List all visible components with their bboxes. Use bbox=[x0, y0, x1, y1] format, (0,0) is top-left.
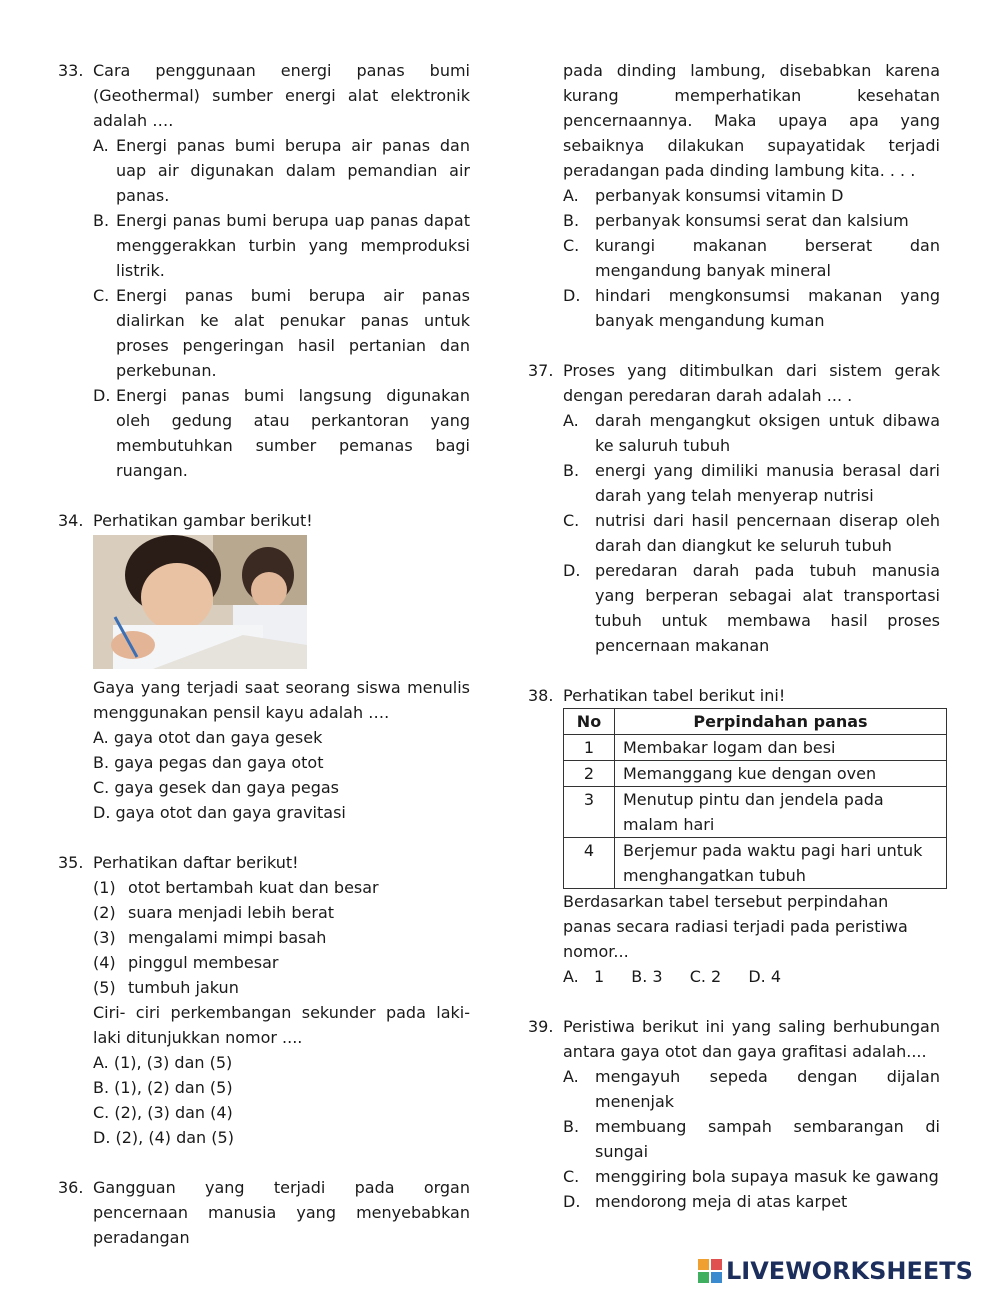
column-header-no: No bbox=[564, 709, 615, 735]
option-b[interactable] bbox=[563, 458, 940, 508]
option-label: A. bbox=[93, 1053, 109, 1072]
option-text: (2), (4) dan (5) bbox=[115, 1128, 234, 1147]
option-b[interactable] bbox=[93, 208, 470, 283]
option-label: A. bbox=[93, 728, 109, 747]
option-d[interactable]: D. 4 bbox=[748, 967, 781, 986]
liveworksheets-logo-icon bbox=[698, 1259, 722, 1283]
option-label: A. bbox=[563, 411, 579, 430]
question-number: 35. bbox=[58, 853, 84, 872]
liveworksheets-logo-text: LIVEWORKSHEETS bbox=[726, 1257, 973, 1285]
item-text: otot bertambah kuat dan besar bbox=[128, 878, 379, 897]
option-text: darah mengangkut oksigen untuk dibawa ke saluruh tubuh bbox=[595, 411, 940, 455]
option-label: A. bbox=[563, 186, 579, 205]
option-label: C. bbox=[93, 286, 110, 305]
option-b[interactable] bbox=[93, 750, 470, 775]
option-a[interactable] bbox=[563, 1064, 940, 1114]
option-label: D. bbox=[93, 803, 111, 822]
option-text: gaya otot dan gaya gravitasi bbox=[115, 803, 346, 822]
question-text-continued: pada dinding lambung, disebabkan karena kurang memperhatikan kesehatan pencernaannya. Maka upaya apa yang sebaiknya dilakukan supayatidak terjadi peradangan pada dinding lambung kita. . . . bbox=[563, 61, 940, 180]
option-d[interactable] bbox=[563, 1189, 940, 1214]
option-c[interactable] bbox=[93, 775, 470, 800]
option-a[interactable] bbox=[93, 133, 470, 208]
option-c[interactable] bbox=[93, 283, 470, 383]
option-text: Energi panas bumi berupa air panas dan uap air digunakan dalam pemandian air panas. bbox=[116, 136, 470, 205]
option-label: C. bbox=[563, 1167, 580, 1186]
option-label: C. bbox=[93, 1103, 110, 1122]
item-label: (3) bbox=[93, 928, 116, 947]
option-text: membuang sampah sembarangan di sungai bbox=[595, 1117, 940, 1161]
option-text: (2), (3) dan (4) bbox=[114, 1103, 233, 1122]
cell-no: 3 bbox=[564, 787, 615, 838]
item-text: tumbuh jakun bbox=[128, 978, 239, 997]
question-number: 34. bbox=[58, 511, 84, 530]
item-text: mengalami mimpi basah bbox=[128, 928, 327, 947]
option-d[interactable] bbox=[93, 383, 470, 483]
option-b[interactable] bbox=[563, 1114, 940, 1164]
column-header-transfer: Perpindahan panas bbox=[615, 709, 947, 735]
option-b[interactable] bbox=[563, 208, 940, 233]
option-text: mengayuh sepeda dengan dijalan menenjak bbox=[595, 1067, 940, 1111]
question-39 bbox=[528, 1014, 940, 1214]
question-36-start bbox=[58, 1175, 470, 1250]
option-label: C. bbox=[563, 236, 580, 255]
question-number: 36. bbox=[58, 1178, 84, 1197]
option-b[interactable] bbox=[93, 1075, 470, 1100]
option-text: mendorong meja di atas karpet bbox=[595, 1192, 848, 1211]
question-intro: Perhatikan gambar berikut! bbox=[93, 511, 313, 530]
item-label: (5) bbox=[93, 978, 116, 997]
option-text: kurangi makanan berserat dan mengandung banyak mineral bbox=[595, 236, 940, 280]
question-number: 38. bbox=[528, 686, 554, 705]
option-text: (1), (2) dan (5) bbox=[114, 1078, 233, 1097]
item-label: (2) bbox=[93, 903, 116, 922]
option-d[interactable] bbox=[93, 800, 470, 825]
list-item bbox=[93, 900, 470, 925]
student-writing-photo bbox=[93, 535, 307, 669]
option-label: D. bbox=[563, 286, 581, 305]
option-text: peredaran darah pada tubuh manusia yang berperan sebagai alat transportasi tubuh untuk membawa hasil proses pencernaan makanan bbox=[595, 561, 940, 655]
option-text: gaya pegas dan gaya otot bbox=[114, 753, 324, 772]
cell-no: 4 bbox=[564, 838, 615, 889]
question-intro: Perhatikan tabel berikut ini! bbox=[563, 686, 786, 705]
heat-transfer-table bbox=[563, 708, 947, 889]
option-text: Energi panas bumi langsung digunakan oleh gedung atau perkantoran yang membutuhkan sumber pemanas bagi ruangan. bbox=[116, 386, 470, 480]
question-text: Gangguan yang terjadi pada organ pencernaan manusia yang menyebabkan peradangan bbox=[93, 1178, 470, 1247]
option-c[interactable] bbox=[563, 508, 940, 558]
question-33 bbox=[58, 58, 470, 483]
left-column bbox=[58, 58, 470, 1275]
table-row bbox=[564, 838, 947, 889]
option-label: C. bbox=[563, 511, 580, 530]
question-text: Gaya yang terjadi saat seorang siswa menulis menggunakan pensil kayu adalah …. bbox=[93, 678, 470, 722]
option-text: perbanyak konsumsi vitamin D bbox=[595, 186, 844, 205]
option-label: B. bbox=[93, 753, 110, 772]
cell-text: Membakar logam dan besi bbox=[615, 735, 947, 761]
option-d[interactable] bbox=[563, 283, 940, 333]
question-number: 39. bbox=[528, 1017, 554, 1036]
question-text: Ciri- ciri perkembangan sekunder pada laki-laki ditunjukkan nomor .... bbox=[93, 1003, 470, 1047]
question-text: Proses yang ditimbulkan dari sistem gerak dengan peredaran darah adalah ... . bbox=[563, 361, 940, 405]
question-intro: Perhatikan daftar berikut! bbox=[93, 853, 299, 872]
option-label: B. bbox=[93, 211, 110, 230]
option-label: C. bbox=[93, 778, 110, 797]
option-label: D. bbox=[563, 1192, 581, 1211]
cell-no: 1 bbox=[564, 735, 615, 761]
question-34 bbox=[58, 508, 470, 825]
item-text: suara menjadi lebih berat bbox=[128, 903, 335, 922]
question-36-continued bbox=[528, 58, 940, 333]
table-row bbox=[564, 761, 947, 787]
option-c[interactable]: C. 2 bbox=[689, 967, 722, 986]
option-label: A. bbox=[563, 1067, 579, 1086]
option-text: perbanyak konsumsi serat dan kalsium bbox=[595, 211, 909, 230]
option-a[interactable] bbox=[93, 725, 470, 750]
question-37 bbox=[528, 358, 940, 658]
option-text: nutrisi dari hasil pencernaan diserap oleh darah dan diangkut ke seluruh tubuh bbox=[595, 511, 940, 555]
option-c[interactable] bbox=[563, 233, 940, 283]
cell-text: Berjemur pada waktu pagi hari untuk menghangatkan tubuh bbox=[615, 838, 947, 889]
table-row bbox=[564, 735, 947, 761]
option-label: A. bbox=[93, 136, 109, 155]
option-text: energi yang dimiliki manusia berasal dari darah yang telah menyerap nutrisi bbox=[595, 461, 940, 505]
list-item bbox=[93, 925, 470, 950]
list-item bbox=[93, 975, 470, 1000]
option-c[interactable] bbox=[563, 1164, 940, 1189]
option-label: D. bbox=[563, 561, 581, 580]
option-text: Energi panas bumi berupa air panas dialirkan ke alat penukar panas untuk proses pengeringan hasil pertanian dan perkebunan. bbox=[116, 286, 470, 380]
item-label: (1) bbox=[93, 878, 116, 897]
option-text: (1), (3) dan (5) bbox=[113, 1053, 233, 1072]
question-35 bbox=[58, 850, 470, 1150]
cell-no: 2 bbox=[564, 761, 615, 787]
liveworksheets-logo bbox=[698, 1256, 973, 1286]
option-b[interactable]: B. 3 bbox=[631, 967, 663, 986]
option-text: gaya gesek dan gaya pegas bbox=[114, 778, 340, 797]
option-a[interactable] bbox=[93, 1050, 470, 1075]
cell-text: Memanggang kue dengan oven bbox=[615, 761, 947, 787]
cell-text: Menutup pintu dan jendela pada malam hari bbox=[615, 787, 947, 838]
option-label: B. bbox=[563, 461, 580, 480]
option-text: menggiring bola supaya masuk ke gawang bbox=[595, 1167, 939, 1186]
table-header-row bbox=[564, 709, 947, 735]
option-label: B. bbox=[563, 1117, 580, 1136]
option-d[interactable] bbox=[563, 558, 940, 658]
question-number: 33. bbox=[58, 61, 84, 80]
option-a[interactable] bbox=[563, 183, 940, 208]
right-column bbox=[528, 58, 940, 1239]
option-text: gaya otot dan gaya gesek bbox=[113, 728, 323, 747]
question-text: Cara penggunaan energi panas bumi (Geothermal) sumber energi alat elektronik adalah …. bbox=[93, 61, 470, 130]
option-label: D. bbox=[93, 1128, 111, 1147]
option-text: Energi panas bumi berupa uap panas dapat menggerakkan turbin yang memproduksi listrik. bbox=[116, 211, 470, 280]
question-text: Berdasarkan tabel tersebut perpindahan panas secara radiasi terjadi pada peristiwa nomor... bbox=[563, 892, 908, 961]
option-label: B. bbox=[93, 1078, 110, 1097]
option-a[interactable]: A. 1 bbox=[563, 967, 605, 986]
option-label: D. bbox=[93, 386, 111, 405]
option-c[interactable] bbox=[93, 1100, 470, 1125]
list-item bbox=[93, 950, 470, 975]
option-d[interactable] bbox=[93, 1125, 470, 1150]
option-a[interactable] bbox=[563, 408, 940, 458]
question-text: Peristiwa berikut ini yang saling berhubungan antara gaya otot dan gaya grafitasi adalah.... bbox=[563, 1017, 940, 1061]
options-row bbox=[563, 964, 940, 989]
question-38 bbox=[528, 683, 940, 989]
item-label: (4) bbox=[93, 953, 116, 972]
item-text: pinggul membesar bbox=[128, 953, 279, 972]
option-label: B. bbox=[563, 211, 580, 230]
table-row bbox=[564, 787, 947, 838]
list-item bbox=[93, 875, 470, 900]
question-number: 37. bbox=[528, 361, 554, 380]
option-text: hindari mengkonsumsi makanan yang banyak mengandung kuman bbox=[595, 286, 940, 330]
